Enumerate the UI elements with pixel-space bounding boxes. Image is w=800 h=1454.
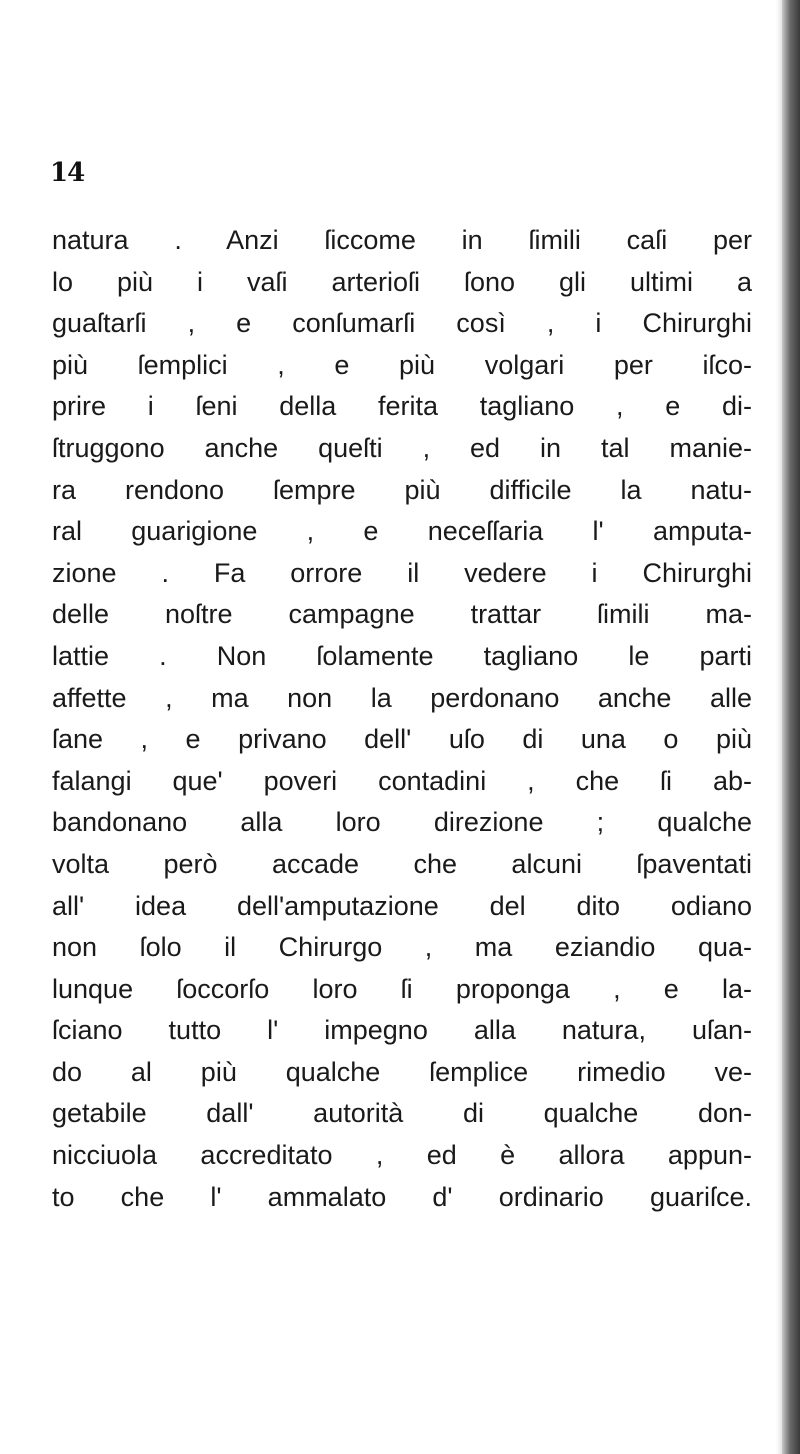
text-line: prire i ſeni della ferita tagliano , e di- [52,391,752,422]
text-line: falangi que' poveri contadini , che ſi ab- [52,765,752,796]
text-line: ſane , e privano dell' uſo di una o più [52,724,752,755]
text-line: delle noſtre campagne trattar ſimili ma- [52,599,752,630]
page-number: 14 [50,158,85,188]
text-line: lattie . Non ſolamente tagliano le parti [52,640,752,671]
text-line: getabile dall' autorità di qualche don- [52,1098,752,1129]
text-line: guaſtarſi , e conſumarſi così , i Chirurghi [52,308,752,339]
text-line: ra rendono ſempre più difficile la natu- [52,474,752,505]
text-line: ral guarigione , e neceſſaria l' amputa- [52,516,752,547]
text-line: lo più i vaſi arterioſi ſono gli ultimi a [52,266,752,297]
text-line: all' idea dell'amputazione del dito odiano [52,890,752,921]
text-line: volta però accade che alcuni ſpaventati [52,848,752,879]
text-line: ſtruggono anche queſti , ed in tal manie- [52,432,752,463]
text-line: natura . Anzi ſiccome in ſimili caſi per [52,225,752,255]
text-line: nicciuola accreditato , ed è allora appun- [52,1140,752,1171]
text-line: bandonano alla loro direzione ; qualche [52,807,752,838]
text-line: ſciano tutto l' impegno alla natura, uſan- [52,1015,752,1046]
text-line: to che l' ammalato d' ordinario guariſce. [52,1181,752,1212]
text-line: lunque ſoccorſo loro ſi proponga , e la- [52,973,752,1004]
text-line: zione . Fa orrore il vedere i Chirurghi [52,557,752,588]
body-text [52,220,752,1218]
page-edge [782,0,800,1454]
text-line: più ſemplici , e più volgari per iſco- [52,349,752,380]
text-line: affette , ma non la perdonano anche alle [52,682,752,713]
text-line: non ſolo il Chirurgo , ma eziandio qua- [52,932,752,963]
text-line: do al più qualche ſemplice rimedio ve- [52,1056,752,1087]
